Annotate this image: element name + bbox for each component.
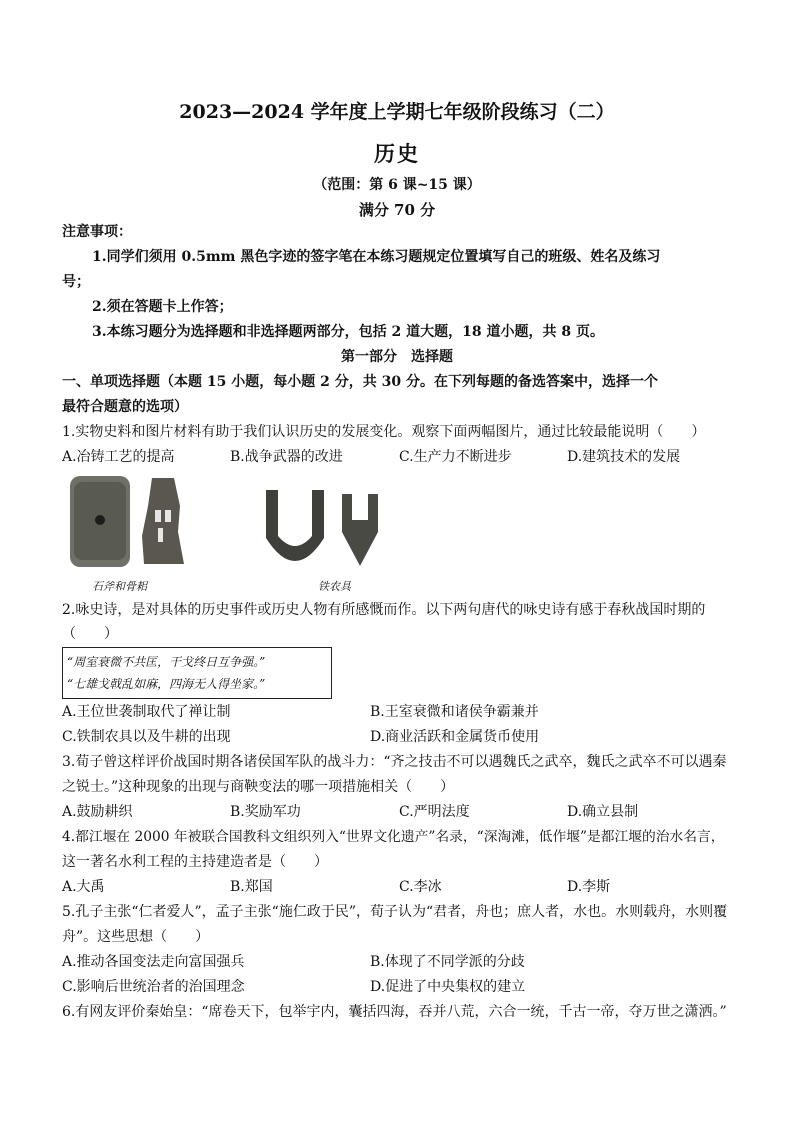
q2-quote-box	[62, 647, 332, 699]
full-score: 满分 70 分	[358, 201, 436, 219]
q4-option-a: A.大禹	[62, 879, 105, 895]
q2-quote-1: “周室衰微不共匡，干戈终日互争强。”	[67, 655, 266, 669]
q4-stem: 4.都江堰在 2000 年被联合国教科文组织列入“世界文化遗产”名录，“深淘滩，低作堰”是都江堰的治水名言，	[62, 829, 725, 845]
section1-heading-cont: 最符合题意的选项）	[62, 399, 188, 415]
note-item-3: 3.本练习题分为选择题和非选择题两部分，包括 2 道大题，18 道小题，共 8 页。	[92, 324, 604, 340]
q2-stem-cont: （ ）	[62, 626, 118, 642]
subject-title: 历史	[374, 141, 420, 166]
q3-option-d: D.确立县制	[567, 804, 639, 820]
q3-option-c: C.严明法度	[399, 804, 470, 820]
q3-stem-cont: 之锐士。”这种现象的出现与商鞅变法的哪一项措施相关（ ）	[62, 779, 455, 795]
notes-heading: 注意事项：	[62, 224, 132, 240]
caption-iron-tools: 铁农具	[318, 580, 351, 593]
q2-option-a: A.王位世袭制取代了禅让制	[62, 704, 231, 720]
q1-option-a: A.冶铸工艺的提高	[62, 449, 175, 465]
q1-option-c: C.生产力不断进步	[399, 449, 512, 465]
q6-stem: 6.有网友评价秦始皇：“席卷天下，包举宇内，囊括四海，吞并八荒，六合一统，千古一帝，夺万世之潇洒。”	[62, 1004, 727, 1020]
q2-stem: 2.咏史诗，是对具体的历史事件或历史人物有所感慨而作。以下两句唐代的咏史诗有感于春秋战国时期的	[62, 602, 706, 618]
q5-option-a: A.推动各国变法走向富国强兵	[62, 954, 245, 970]
q5-stem-cont: 舟”。这些思想（ ）	[62, 929, 210, 945]
q5-option-c: C.影响后世统治者的治国理念	[62, 979, 245, 995]
note-item-2: 2.须在答题卡上作答；	[92, 299, 233, 315]
q2-option-b: B.王室衰微和诸侯争霸兼并	[370, 704, 539, 720]
q2-quote-2: “七雄戈戟乱如麻，四海无人得坐家。”	[67, 677, 266, 691]
stone-axe-image	[68, 474, 132, 569]
caption-stone-axe: 石斧和骨耜	[92, 580, 147, 593]
q3-option-b: B.奖励军功	[230, 804, 301, 820]
q4-option-d: D.李斯	[567, 879, 611, 895]
iron-u-tool-image	[262, 486, 328, 568]
q2-option-d: D.商业活跃和金属货币使用	[370, 729, 540, 745]
q1-option-b: B.战争武器的改进	[230, 449, 343, 465]
q2-option-c: C.铁制农具以及牛耕的出现	[62, 729, 231, 745]
q1-option-d: D.建筑技术的发展	[567, 449, 681, 465]
q5-option-b: B.体现了不同学派的分歧	[370, 954, 525, 970]
iron-spade-image	[336, 490, 384, 568]
section1-heading: 一、单项选择题（本题 15 小题，每小题 2 分，共 30 分。在下列每题的备选答案中，选择一个	[62, 374, 658, 390]
q4-option-b: B.郑国	[230, 879, 273, 895]
note-item-1-cont: 号；	[62, 274, 90, 290]
q4-option-c: C.李冰	[399, 879, 442, 895]
note-item-1: 1.同学们须用 0.5mm 黑色字迹的签字笔在本练习题规定位置填写自己的班级、姓名及练习	[92, 249, 661, 265]
q3-option-a: A.鼓励耕织	[62, 804, 133, 820]
exam-title: 2023—2024 学年度上学期七年级阶段练习（二）	[179, 101, 615, 123]
q5-stem: 5.孔子主张“仁者爱人”，孟子主张“施仁政于民”，荀子认为“君者，舟也；庶人者，水也。水则载舟，水则覆	[62, 904, 728, 920]
bone-plough-image	[138, 476, 188, 566]
q1-stem: 1.实物史料和图片材料有助于我们认识历史的发展变化。观察下面两幅图片，通过比较最能说明（ ）	[62, 424, 706, 440]
part1-heading: 第一部分 选择题	[341, 349, 453, 365]
q4-stem-cont: 这一著名水利工程的主持建造者是（ ）	[62, 854, 328, 870]
exam-scope: （范围：第 6 课~15 课）	[313, 177, 481, 193]
q5-option-d: D.促进了中央集权的建立	[370, 979, 526, 995]
q3-stem: 3.荀子曾这样评价战国时期各诸侯国军队的战斗力：“齐之技击不可以遇魏氏之武卒，魏氏之武卒不可以遇秦	[62, 754, 727, 770]
